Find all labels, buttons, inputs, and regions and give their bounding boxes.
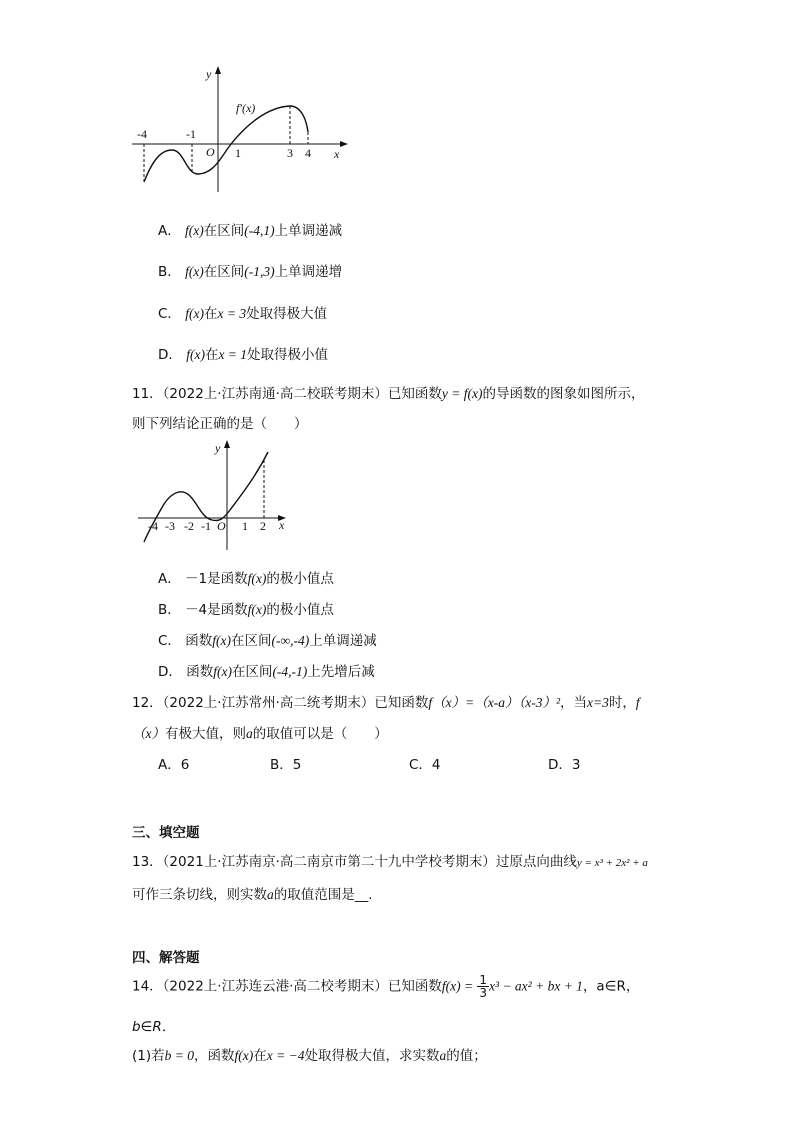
question-text: 13．（2021上·江苏南京·高二南京市第二十九中学校考期末）过原点向曲线 <box>132 854 577 870</box>
q12-option-d[interactable]: D．3 <box>548 757 581 773</box>
math-equation: x=3 <box>587 695 609 710</box>
q12-stem-line1 <box>132 691 640 711</box>
option-letter: C． <box>158 306 181 322</box>
x-axis-arrow-icon <box>340 141 348 147</box>
y-axis-label: y <box>215 441 221 455</box>
q13-stem-line2 <box>132 883 373 903</box>
math-f: f(x) <box>247 602 267 617</box>
math-curve: y = x³ + 2x² + a <box>576 857 648 869</box>
q10-option-d[interactable] <box>158 343 328 363</box>
question-text: (1)若 <box>132 1048 165 1064</box>
option-text: 在 <box>204 347 219 363</box>
math-polynomial: x³ − ax² + bx + 1 <box>489 978 583 994</box>
origin-label: O <box>206 145 215 159</box>
question-text: 的取值范围是 <box>273 887 355 903</box>
tick-label: -4 <box>148 519 158 533</box>
tick-label: 1 <box>235 146 241 160</box>
math-interval: (-∞,-4) <box>271 633 310 648</box>
option-text: 的极小值点 <box>266 571 334 587</box>
option-text: 上单调递增 <box>274 264 343 280</box>
math-equation: x = −4 <box>266 1048 305 1063</box>
math-interval: (-1,3) <box>244 264 275 279</box>
question-text: ，当 <box>560 695 587 711</box>
option-text: 上单调递减 <box>274 223 343 239</box>
math-f: f(x) = <box>441 978 474 994</box>
tick-label: -1 <box>186 127 196 141</box>
tick-label: -1 <box>201 519 211 533</box>
option-text: 在区间 <box>203 223 245 239</box>
section-heading-answer: 四、解答题 <box>132 950 200 966</box>
x-axis-label: x <box>334 147 340 161</box>
math-interval: (-4,1) <box>244 223 275 238</box>
math-function: f（x）=（x-a）（x-3）² <box>428 695 560 710</box>
q14-part1 <box>132 1044 487 1064</box>
math-f: f(x) <box>234 1048 254 1063</box>
q12-option-a[interactable]: A．6 <box>158 757 190 773</box>
option-text: －4是函数 <box>185 602 248 618</box>
question-text: 可作三条切线，则实数 <box>132 887 267 903</box>
tick-label: -4 <box>137 127 147 141</box>
tick-label: -2 <box>184 519 194 533</box>
math-f: f(x) <box>185 223 204 238</box>
math-f: f(x) <box>185 264 204 279</box>
option-letter: C． <box>158 633 181 649</box>
option-text: 在 <box>203 306 218 322</box>
option-text: 的极小值点 <box>266 602 334 618</box>
x-axis-label: x <box>279 518 285 532</box>
curve-label: f′(x) <box>236 101 256 115</box>
fraction <box>477 974 489 999</box>
math-equation: b = 0 <box>164 1048 194 1063</box>
option-text: 处取得极小值 <box>247 347 329 363</box>
q12-stem-line2 <box>132 722 388 742</box>
question-text: ，函数 <box>194 1048 235 1064</box>
answer-blank[interactable]: __. <box>354 887 373 903</box>
q11-stem-line2: 则下列结论正确的是（ ） <box>132 416 308 432</box>
option-letter: D． <box>158 347 182 363</box>
tick-label: 3 <box>287 146 293 160</box>
math-function: y = f(x) <box>441 386 483 401</box>
tick-label: -3 <box>165 519 175 533</box>
question-text: 的导函数的图象如图所示， <box>482 386 645 402</box>
question-text: 时， <box>608 695 636 711</box>
option-text: 上先增后减 <box>307 664 375 680</box>
option-text: －1是函数 <box>185 571 248 587</box>
option-letter: D． <box>158 664 182 680</box>
question-text: 处取得极大值，求实数 <box>304 1048 440 1064</box>
math-equation: x = 1 <box>218 347 248 362</box>
option-letter: A． <box>158 223 181 239</box>
q12-option-c[interactable]: C．4 <box>409 757 441 773</box>
math-f: f(x) <box>212 633 231 648</box>
option-letter: B． <box>158 264 181 280</box>
question-text: 有极大值，则 <box>165 726 246 742</box>
fraction-numerator: 1 <box>479 973 488 987</box>
derivative-graph-figure-1 <box>128 62 358 197</box>
math-f: f(x) <box>186 347 205 362</box>
fraction-denominator: 3 <box>479 986 488 1000</box>
question-text: ，a∈R， <box>582 978 640 995</box>
math-equation: x = 3 <box>217 306 247 321</box>
q14-stem-line2: b∈R． <box>132 1019 176 1035</box>
q10-option-a[interactable] <box>158 219 342 239</box>
math-arg: （x） <box>132 726 165 741</box>
y-axis-arrow-icon <box>215 66 221 74</box>
q11-option-b[interactable] <box>158 598 334 618</box>
q13-stem-line1 <box>132 850 648 870</box>
option-letter: B． <box>158 602 181 618</box>
math-a: a <box>267 887 274 902</box>
q11-option-d[interactable] <box>158 660 375 680</box>
option-text: 在区间 <box>203 264 245 280</box>
math-f: f(x) <box>247 571 267 586</box>
math-a: a <box>246 726 253 741</box>
option-text: 函数 <box>185 633 213 649</box>
question-text: 14．（2022上·江苏连云港·高二校考期末）已知函数 <box>132 978 442 995</box>
option-text: 函数 <box>186 664 214 680</box>
section-heading-fill-in: 三、填空题 <box>132 825 200 841</box>
math-f: f(x) <box>185 306 204 321</box>
q11-option-a[interactable] <box>158 567 334 587</box>
question-text: 12．（2022上·江苏常州·高二统考期末）已知函数 <box>132 695 429 711</box>
y-axis-label: y <box>206 67 212 81</box>
q11-stem-line1 <box>132 382 644 402</box>
math-interval: (-4,-1) <box>272 664 308 679</box>
q14-stem-line1 <box>132 974 639 999</box>
option-text: 在区间 <box>231 664 273 680</box>
q11-option-c[interactable] <box>158 629 377 649</box>
q10-option-c[interactable] <box>158 302 327 322</box>
question-text: 的值； <box>446 1048 487 1064</box>
question-text: 11．（2022上·江苏南通·高二校联考期末）已知函数 <box>132 386 442 402</box>
option-letter: A． <box>158 571 181 587</box>
q12-option-b[interactable]: B．5 <box>270 757 302 773</box>
option-text: 上单调递减 <box>309 633 377 649</box>
option-text: 在区间 <box>230 633 272 649</box>
math-a: a <box>439 1048 447 1063</box>
origin-label: O <box>217 519 226 533</box>
derivative-graph-figure-2 <box>134 436 294 556</box>
option-text: 处取得极大值 <box>246 306 328 322</box>
question-text: 在 <box>253 1048 267 1064</box>
tick-label: 4 <box>305 146 311 160</box>
y-axis-arrow-icon <box>224 440 230 448</box>
tick-label: 1 <box>242 519 248 533</box>
math-f: f <box>635 695 640 710</box>
tick-label: 2 <box>260 519 266 533</box>
q10-option-b[interactable] <box>158 260 342 280</box>
question-text: 的取值可以是（ ） <box>252 726 388 742</box>
math-f: f(x) <box>213 664 232 679</box>
